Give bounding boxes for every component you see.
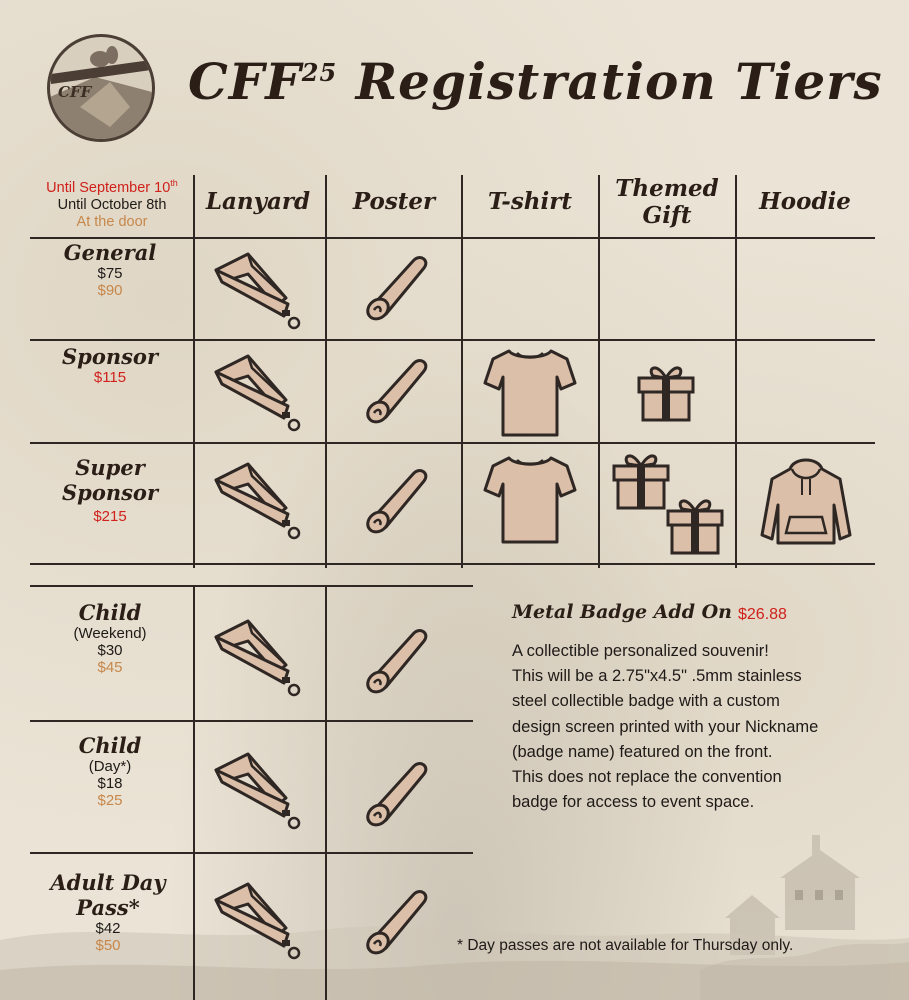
- rolled-poster-icon: [360, 758, 430, 828]
- grid-line: [30, 852, 473, 854]
- grid-line: [30, 237, 875, 239]
- tier-name: Child: [78, 733, 142, 758]
- rolled-poster-icon: [360, 625, 430, 695]
- addon-line: This will be a 2.75"x4.5" .5mm stainless: [512, 667, 802, 686]
- footnote: * Day passes are not available for Thursday only.: [457, 937, 794, 954]
- tshirt-icon: [483, 452, 579, 546]
- grid-line: [735, 175, 737, 568]
- lanyard-icon: [208, 248, 308, 333]
- grid-line: [193, 175, 195, 568]
- lanyard-icon: [208, 748, 308, 833]
- tier-price: $215: [93, 508, 127, 525]
- gift-box-icon: [612, 448, 672, 510]
- column-hoodie: Hoodie: [759, 188, 851, 215]
- gift-box-icon: [666, 493, 726, 555]
- addon-line: A collectible personalized souvenir!: [512, 642, 769, 660]
- tier-price: $115: [93, 369, 127, 386]
- lanyard-icon: [208, 615, 308, 700]
- column-themed-gift: Themed Gift: [615, 175, 719, 229]
- column-lanyard: Lanyard: [205, 188, 311, 215]
- tier-sponsor: [30, 344, 190, 386]
- lanyard-icon: [208, 878, 308, 963]
- tier-name: Sponsor: [61, 344, 159, 369]
- addon-line: design screen printed with your Nickname: [512, 717, 819, 736]
- tier-price-door: $50: [95, 937, 121, 954]
- tshirt-icon: [483, 345, 579, 439]
- addon-line: This does not replace the convention: [512, 768, 782, 787]
- page-title: CFF$^{25}$ Registration Tiers: [188, 52, 883, 111]
- tier-name: Super Sponsor: [61, 455, 159, 505]
- gift-box-icon: [637, 360, 697, 422]
- grid-line: [30, 563, 875, 565]
- grid-line: [30, 442, 875, 444]
- tier-price-early: $75: [97, 265, 123, 282]
- rolled-poster-icon: [360, 252, 430, 322]
- tier-price-early: $42: [95, 920, 121, 937]
- grid-line: [461, 175, 463, 568]
- tier-name: Adult Day Pass*: [50, 870, 166, 920]
- tier-price-door: $90: [97, 282, 123, 299]
- tier-price-door: $45: [97, 659, 123, 676]
- tier-name: General: [63, 240, 157, 265]
- tier-price-early: $18: [97, 775, 123, 792]
- addon-title: Metal Badge Add On: [512, 601, 732, 623]
- column-poster: Poster: [352, 188, 436, 215]
- tier-general: [30, 240, 190, 299]
- grid-line: [325, 175, 327, 568]
- grid-line: [598, 175, 600, 568]
- grid-line: [325, 585, 327, 1000]
- rolled-poster-icon: [360, 355, 430, 425]
- rolled-poster-icon: [360, 886, 430, 956]
- tier-subtitle: (Weekend): [73, 625, 147, 642]
- logo-text: CFF: [58, 83, 92, 101]
- addon-line: (badge name) featured on the front.: [512, 742, 773, 761]
- grid-line: [30, 585, 473, 587]
- lanyard-icon: [208, 350, 308, 435]
- tier-price-early: $30: [97, 642, 123, 659]
- column-tshirt: T-shirt: [487, 188, 572, 215]
- legend-until-october: Until October 8th: [57, 196, 167, 213]
- addon-description: [512, 639, 892, 815]
- tier-subtitle: (Day*): [88, 758, 132, 775]
- grid-line: [30, 720, 473, 722]
- cff-logo: [47, 34, 155, 142]
- legend-at-door: At the door: [76, 213, 148, 230]
- grid-line: [30, 339, 875, 341]
- tier-super-sponsor: [30, 455, 190, 525]
- tier-child-day: [30, 733, 190, 809]
- addon-line: badge for access to event space.: [512, 793, 755, 812]
- hoodie-icon: [760, 455, 854, 549]
- legend-until-september: Until September 10th: [46, 178, 178, 196]
- lanyard-icon: [208, 458, 308, 543]
- addon-line: steel collectible badge with a custom: [512, 692, 780, 711]
- price-legend: [32, 175, 192, 231]
- rolled-poster-icon: [360, 465, 430, 535]
- tier-child-weekend: [30, 600, 190, 676]
- addon-price: $26.88: [738, 606, 787, 623]
- tier-adult-day-pass: [18, 870, 198, 954]
- tier-name: Child: [78, 600, 142, 625]
- tier-price-door: $25: [97, 792, 123, 809]
